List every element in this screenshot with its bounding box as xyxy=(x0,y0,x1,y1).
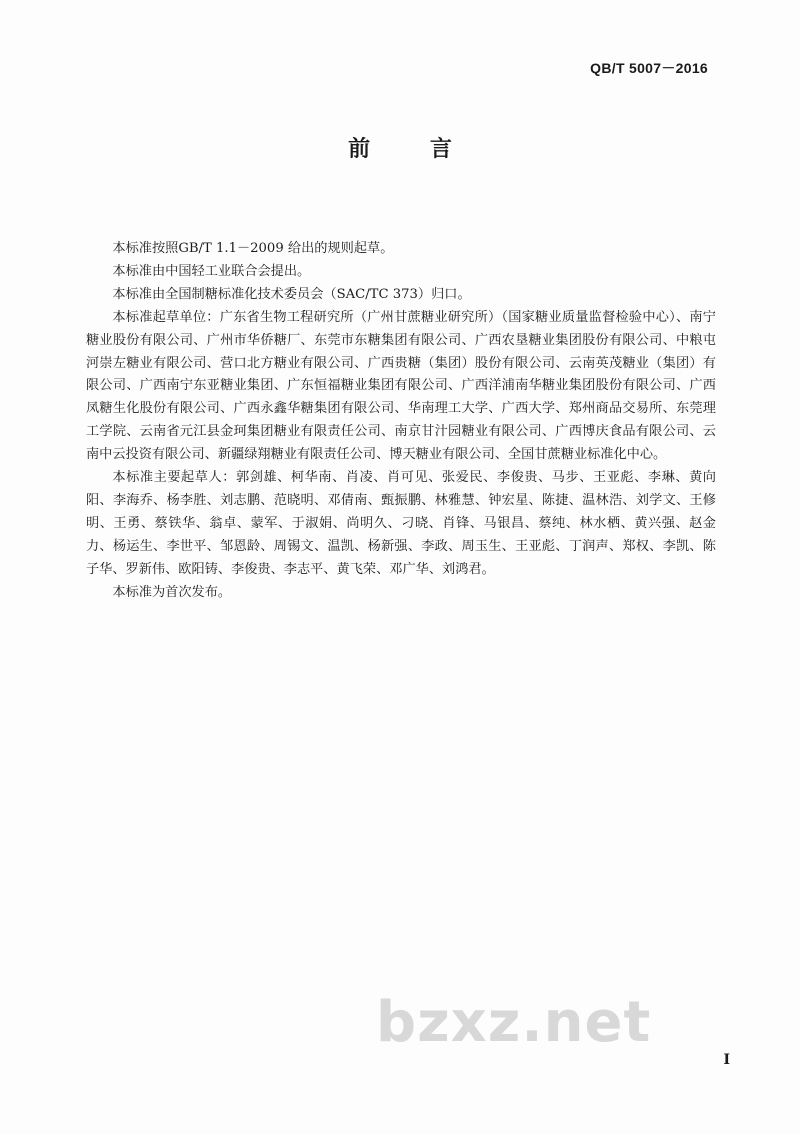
paragraph-committee: 本标准由全国制糖标准化技术委员会（SAC/TC 373）归口。 xyxy=(112,286,471,302)
page-number: I xyxy=(723,1052,730,1068)
paragraph-first-release: 本标准为首次发布。 xyxy=(112,584,232,600)
foreword-body xyxy=(86,238,716,605)
watermark: bzxz.net xyxy=(376,990,652,1055)
page-title: 前 言 xyxy=(348,137,478,162)
paragraph-proposer: 本标准由中国轻工业联合会提出。 xyxy=(112,263,311,279)
standard-code: QB/T 5007－2016 xyxy=(590,60,708,76)
paragraph-drafting-units: 本标准起草单位：广东省生物工程研究所（广州甘蔗糖业研究所）（国家糖业质量监督检验中心）、南宁糖业股份有限公司、广州市华侨糖厂、东莞市东糖集团有限公司、广西农垦糖业集团股份有限公司、中粮屯河崇左糖业有限公司、营口北方糖业有限公司、广西贵糖（集团）股份有限公司、云南英茂糖业（集团）有限公司、广西南宁东亚糖业集团、广东恒福糖业集团有限公司、广西洋浦南华糖业集团股份有限公司、广西凤糖生化股份有限公司、广西永鑫华糖集团有限公司、华南理工大学、广西大学、郑州商品交易所、东莞理工学院、云南省元江县金珂集团糖业有限责任公司、南京甘汁园糖业有限公司、广西博庆食品有限公司、云南中云投资有限公司、新疆绿翔糖业有限责任公司、博天糖业有限公司、全国甘蔗糖业标准化中心。 xyxy=(86,309,716,463)
paragraph-drafting-rules: 本标准按照GB/T 1.1－2009 给出的规则起草。 xyxy=(112,241,394,256)
paragraph-drafters: 本标准主要起草人：郭剑雄、柯华南、肖凌、肖可见、张爱民、李俊贵、马步、王亚彪、李琳、黄向阳、李海乔、杨李胜、刘志鹏、范晓明、邓倩南、甄振鹏、林雅慧、钟宏星、陈捷、温林浩、刘学文、王修明、王勇、蔡铁华、翁卓、蒙军、于淑娟、尚明久、刁晓、肖锋、马银昌、蔡纯、林水栖、黄兴强、赵金力、杨运生、李世平、邹恩龄、周锡文、温凯、杨新强、李政、周玉生、王亚彪、丁润声、郑权、李凯、陈子华、罗新伟、欧阳铸、李俊贵、李志平、黄飞荣、邓广华、刘鸿君。 xyxy=(86,470,716,577)
